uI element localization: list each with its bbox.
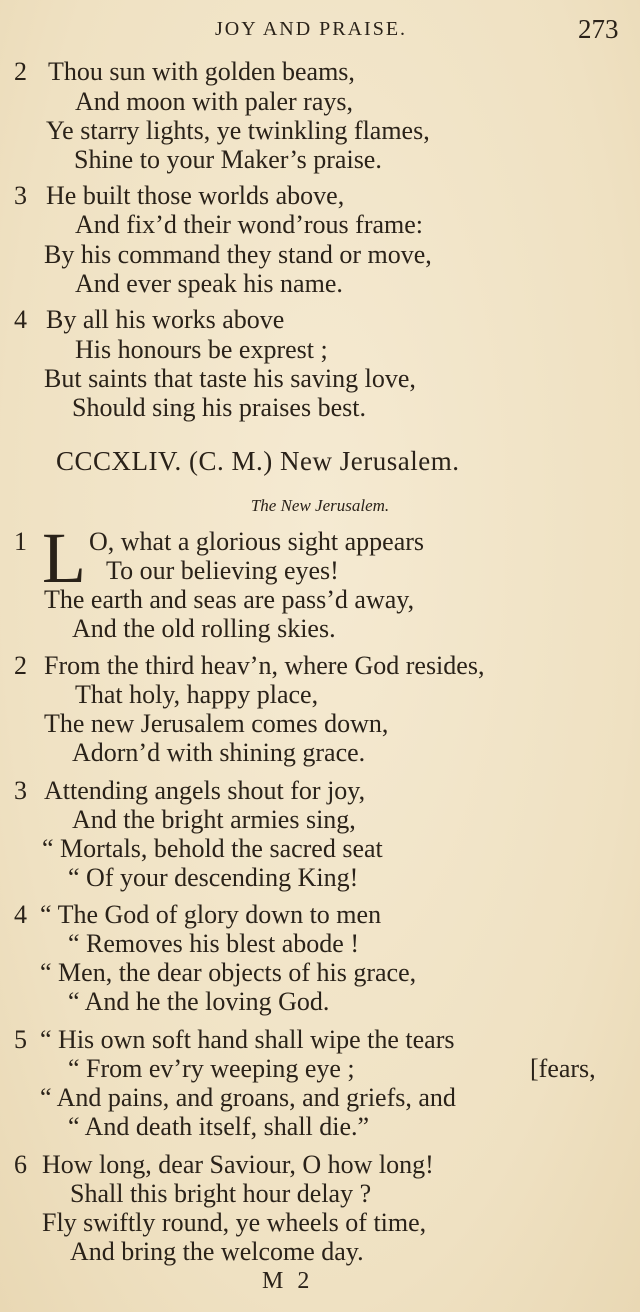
verse-line: To our believing eyes! — [106, 556, 339, 585]
drop-cap: L — [42, 518, 86, 598]
running-title: JOY AND PRAISE. — [215, 18, 408, 40]
verse-number: 2 — [14, 651, 27, 680]
verse-line: The new Jerusalem comes down, — [44, 709, 389, 738]
verse-line: Shine to your Maker’s praise. — [74, 145, 382, 174]
verse-line: And ever speak his name. — [75, 269, 343, 298]
verse-line: “ And pains, and groans, and griefs, and — [40, 1083, 456, 1112]
verse-line: That holy, happy place, — [75, 680, 319, 709]
verse-line: “ Removes his blest abode ! — [68, 929, 359, 958]
page-number: 273 — [578, 14, 619, 44]
verse-line: He built those worlds above, — [46, 181, 345, 210]
verse-line: His honours be exprest ; — [75, 335, 328, 364]
verse-line: “ And he the loving God. — [68, 987, 330, 1016]
verse-line: “ From ev’ry weeping eye ; — [68, 1054, 355, 1083]
verse-line: “ And death itself, shall die.” — [68, 1112, 370, 1141]
verse-line: Shall this bright hour delay ? — [70, 1179, 372, 1208]
verse-number: 5 — [14, 1025, 27, 1054]
verse-line: From the third heav’n, where God resides, — [44, 651, 485, 680]
verse-line: “ Men, the dear objects of his grace, — [40, 958, 417, 987]
verse-line: But saints that taste his saving love, — [44, 364, 416, 393]
verse-line: “ Of your descending King! — [68, 863, 359, 892]
verse-line: How long, dear Saviour, O how long! — [42, 1150, 434, 1179]
verse-line: By all his works above — [46, 305, 285, 334]
verse-number: 6 — [14, 1150, 27, 1179]
verse-line: Fly swiftly round, ye wheels of time, — [42, 1208, 427, 1237]
verse-line: “ Mortals, behold the sacred seat — [42, 834, 383, 863]
verse-number: 1 — [14, 527, 27, 556]
verse-line: And moon with paler rays, — [75, 87, 354, 116]
verse-line: “ His own soft hand shall wipe the tears — [40, 1025, 455, 1054]
verse-line: And fix’d their wond’rous frame: — [75, 210, 424, 239]
hymn-subtitle: The New Jerusalem. — [250, 496, 390, 515]
verse-line: The earth and seas are pass’d away, — [44, 585, 415, 614]
page-header — [0, 14, 640, 48]
verse-line: By his command they stand or move, — [44, 240, 432, 269]
verse-number: 3 — [14, 181, 27, 210]
verse-line: And bring the welcome day. — [70, 1237, 364, 1266]
verse-line: Should sing his praises best. — [72, 393, 366, 422]
verse-number: 3 — [14, 776, 27, 805]
verse-line: Thou sun with golden beams, — [48, 57, 355, 86]
verse-line: “ The God of glory down to men — [40, 900, 382, 929]
hymn-heading: CCCXLIV. (C. M.) New Jerusalem. — [56, 446, 460, 476]
verse-line: O, what a glorious sight appears — [89, 527, 425, 556]
verse-line: And the bright armies sing, — [72, 805, 356, 834]
turnover-bracket: [fears, — [530, 1054, 596, 1083]
verse-number: 2 — [14, 57, 27, 86]
verse-number: 4 — [14, 900, 27, 929]
verse-line: And the old rolling skies. — [72, 614, 336, 643]
verse-line: Ye starry lights, ye twinkling flames, — [46, 116, 430, 145]
verse-line: Adorn’d with shining grace. — [72, 738, 366, 767]
verse-number: 4 — [14, 305, 27, 334]
signature-mark: M 2 — [262, 1268, 314, 1294]
verse-line: Attending angels shout for joy, — [44, 776, 366, 805]
